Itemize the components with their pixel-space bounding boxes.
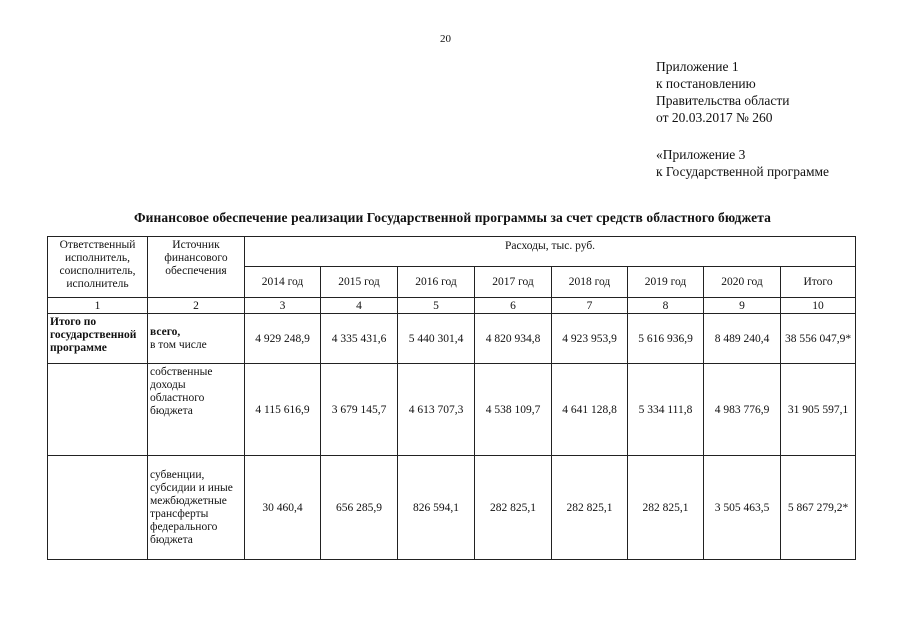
appendix-line: Приложение 1	[656, 59, 739, 74]
column-number: 10	[781, 298, 856, 314]
value-cell: 4 538 109,7	[475, 364, 552, 456]
row-executor	[48, 456, 148, 560]
column-number-row	[48, 298, 856, 314]
column-number: 1	[48, 298, 148, 314]
value-cell: 4 613 707,3	[398, 364, 475, 456]
column-number: 8	[628, 298, 704, 314]
value-cell: 282 825,1	[552, 456, 628, 560]
value-cell: 282 825,1	[628, 456, 704, 560]
row-executor	[48, 364, 148, 456]
value-cell: 4 115 616,9	[245, 364, 321, 456]
table-row-total	[48, 314, 856, 364]
header-total: Итого	[781, 267, 856, 298]
table-row-own-income	[48, 364, 856, 456]
financing-table	[47, 236, 856, 560]
header-source: Источник финансового обеспечения	[148, 237, 245, 298]
value-cell: 3 505 463,5	[704, 456, 781, 560]
total-cell: 38 556 047,9*	[781, 314, 856, 364]
header-year: 2016 год	[398, 267, 475, 298]
column-number: 6	[475, 298, 552, 314]
appendix2-line: «Приложение 3	[656, 147, 746, 162]
header-year: 2019 год	[628, 267, 704, 298]
total-cell: 5 867 279,2*	[781, 456, 856, 560]
header-year: 2018 год	[552, 267, 628, 298]
header-row	[48, 237, 856, 267]
appendix-line: к постановлению	[656, 76, 756, 91]
column-number: 7	[552, 298, 628, 314]
row-source	[148, 314, 245, 364]
table-row-federal	[48, 456, 856, 560]
header-year: 2014 год	[245, 267, 321, 298]
value-cell: 656 285,9	[321, 456, 398, 560]
column-number: 9	[704, 298, 781, 314]
value-cell: 826 594,1	[398, 456, 475, 560]
header-executor: Ответственный исполнитель, соисполнитель, исполнитель	[48, 237, 148, 298]
document-title: Финансовое обеспечение реализации Государственной программы за счет средств областного бюджета	[133, 210, 772, 225]
appendix2-block	[656, 146, 829, 180]
header-year: 2015 год	[321, 267, 398, 298]
column-number: 3	[245, 298, 321, 314]
value-cell: 4 641 128,8	[552, 364, 628, 456]
header-year: 2020 год	[704, 267, 781, 298]
appendix-line: Правительства области	[656, 93, 790, 108]
value-cell: 282 825,1	[475, 456, 552, 560]
header-year: 2017 год	[475, 267, 552, 298]
value-cell: 30 460,4	[245, 456, 321, 560]
appendix-line: от 20.03.2017 № 260	[656, 110, 773, 125]
appendix2-line: к Государственной программе	[656, 164, 830, 179]
total-cell: 31 905 597,1	[781, 364, 856, 456]
value-cell: 8 489 240,4	[704, 314, 781, 364]
column-number: 4	[321, 298, 398, 314]
value-cell: 4 820 934,8	[475, 314, 552, 364]
row-source-bold: всего,	[150, 325, 181, 338]
page-number: 20	[440, 33, 451, 45]
value-cell: 5 616 936,9	[628, 314, 704, 364]
value-cell: 4 929 248,9	[245, 314, 321, 364]
value-cell: 3 679 145,7	[321, 364, 398, 456]
value-cell: 5 440 301,4	[398, 314, 475, 364]
appendix-block	[656, 58, 789, 126]
row-source: собственные доходы областного бюджета	[148, 364, 245, 456]
value-cell: 4 923 953,9	[552, 314, 628, 364]
row-source-text: в том числе	[150, 338, 207, 351]
row-executor: Итого по государственной программе	[48, 314, 148, 364]
header-expenses: Расходы, тыс. руб.	[245, 237, 856, 267]
row-source: субвенции, субсидии и иные межбюджетные трансферты федерального бюджета	[148, 456, 245, 560]
value-cell: 4 335 431,6	[321, 314, 398, 364]
column-number: 5	[398, 298, 475, 314]
value-cell: 5 334 111,8	[628, 364, 704, 456]
column-number: 2	[148, 298, 245, 314]
value-cell: 4 983 776,9	[704, 364, 781, 456]
